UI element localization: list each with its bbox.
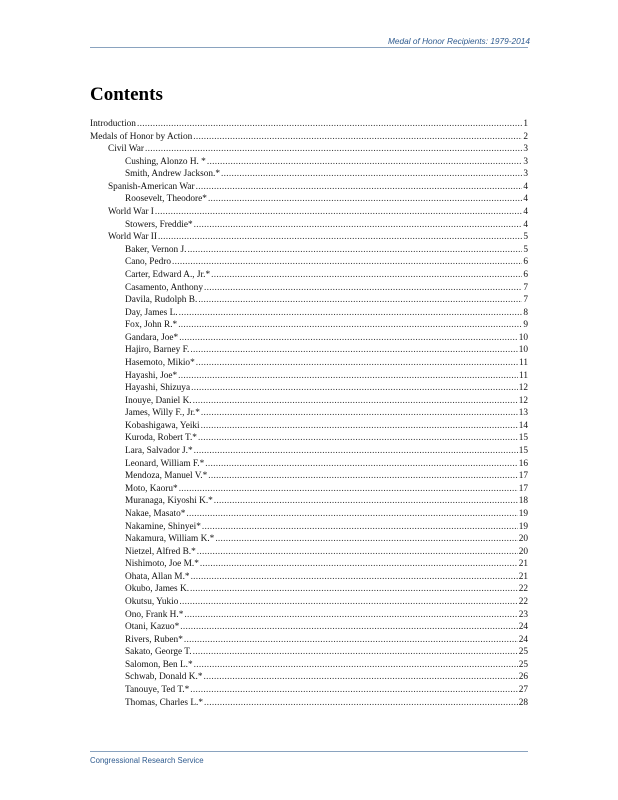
toc-entry-label: Schwab, Donald K.* — [125, 672, 203, 683]
toc-entry[interactable] — [90, 609, 528, 622]
toc-entry-label: Gandara, Joe* — [125, 332, 179, 343]
toc-entry[interactable] — [90, 206, 528, 219]
toc-entry-label: Nietzel, Alfred B.* — [125, 546, 196, 557]
toc-entry-page-number: 21 — [518, 559, 528, 570]
toc-entry-page-number: 15 — [518, 446, 528, 457]
toc-entry-page-number: 24 — [518, 634, 528, 645]
toc-entry-page-number: 22 — [518, 596, 528, 607]
toc-entry-page-number: 13 — [518, 408, 528, 419]
toc-entry-label: Civil War — [108, 144, 145, 155]
toc-entry-page-number: 5 — [523, 244, 528, 255]
dot-leader — [196, 181, 523, 194]
toc-entry-page-number: 23 — [518, 609, 528, 620]
dot-leader — [201, 420, 518, 433]
dot-leader — [191, 571, 518, 584]
toc-entry-page-number: 4 — [523, 219, 528, 230]
toc-entry-page-number: 18 — [518, 496, 528, 507]
toc-entry[interactable] — [90, 269, 528, 282]
dot-leader — [203, 671, 517, 684]
toc-entry-label: Okubo, James K. — [125, 584, 190, 595]
toc-entry[interactable] — [90, 319, 528, 332]
toc-entry[interactable] — [90, 458, 528, 471]
toc-entry[interactable] — [90, 131, 528, 144]
toc-entry[interactable] — [90, 432, 528, 445]
dot-leader — [208, 470, 517, 483]
toc-entry-label: Smith, Andrew Jackson.* — [125, 169, 221, 180]
toc-entry-page-number: 11 — [519, 370, 528, 381]
toc-entry[interactable] — [90, 571, 528, 584]
toc-entry[interactable] — [90, 244, 528, 257]
toc-entry[interactable] — [90, 168, 528, 181]
toc-entry-page-number: 20 — [518, 546, 528, 557]
toc-entry[interactable] — [90, 495, 528, 508]
dot-leader — [193, 646, 518, 659]
dot-leader — [191, 382, 518, 395]
dot-leader — [179, 596, 517, 609]
dot-leader — [197, 546, 518, 559]
toc-entry-label: Baker, Vernon J. — [125, 244, 187, 255]
toc-entry[interactable] — [90, 445, 528, 458]
footer-divider — [90, 751, 528, 752]
toc-entry[interactable] — [90, 370, 528, 383]
page-title: Contents — [90, 84, 163, 105]
toc-entry[interactable] — [90, 294, 528, 307]
toc-entry-label: Lara, Salvador J.* — [125, 446, 193, 457]
toc-entry[interactable] — [90, 382, 528, 395]
footer-text: Congressional Research Service — [90, 756, 204, 765]
toc-entry[interactable] — [90, 332, 528, 345]
dot-leader — [215, 533, 517, 546]
toc-entry-page-number: 17 — [518, 483, 528, 494]
toc-entry-page-number: 28 — [518, 697, 528, 708]
toc-entry-page-number: 3 — [523, 144, 528, 155]
toc-entry[interactable] — [90, 420, 528, 433]
toc-entry[interactable] — [90, 344, 528, 357]
toc-entry-page-number: 25 — [518, 647, 528, 658]
dot-leader — [178, 370, 518, 383]
toc-entry-label: Hasemoto, Mikio* — [125, 357, 195, 368]
toc-entry-label: Thomas, Charles L.* — [125, 697, 203, 708]
toc-entry-label: Ohata, Allan M.* — [125, 571, 190, 582]
toc-entry-label: Spanish-American War — [108, 181, 195, 192]
toc-entry[interactable] — [90, 508, 528, 521]
dot-leader — [193, 131, 522, 144]
table-of-contents — [90, 118, 528, 709]
toc-entry[interactable] — [90, 684, 528, 697]
toc-entry[interactable] — [90, 156, 528, 169]
toc-entry[interactable] — [90, 231, 528, 244]
toc-entry-page-number: 17 — [518, 471, 528, 482]
toc-entry[interactable] — [90, 357, 528, 370]
toc-entry[interactable] — [90, 256, 528, 269]
toc-entry[interactable] — [90, 282, 528, 295]
dot-leader — [137, 118, 522, 131]
toc-entry-page-number: 22 — [518, 584, 528, 595]
toc-entry-page-number: 27 — [518, 685, 528, 696]
toc-entry-label: Salomon, Ben L.* — [125, 659, 193, 670]
toc-entry-label: World War II — [108, 232, 157, 243]
toc-entry-page-number: 6 — [523, 257, 528, 268]
toc-entry-page-number: 4 — [523, 181, 528, 192]
toc-entry[interactable] — [90, 483, 528, 496]
toc-entry-page-number: 3 — [523, 156, 528, 167]
toc-entry-page-number: 8 — [523, 307, 528, 318]
dot-leader — [193, 395, 518, 408]
toc-entry[interactable] — [90, 533, 528, 546]
toc-entry[interactable] — [90, 407, 528, 420]
toc-entry-label: Tanouye, Ted T.* — [125, 685, 190, 696]
toc-entry-label: Davila, Rudolph B. — [125, 295, 198, 306]
dot-leader — [179, 307, 523, 320]
dot-leader — [172, 256, 522, 269]
dot-leader — [187, 244, 522, 257]
dot-leader — [201, 407, 518, 420]
dot-leader — [208, 193, 522, 206]
dot-leader — [180, 621, 517, 634]
toc-entry-page-number: 6 — [523, 269, 528, 280]
toc-entry-page-number: 11 — [519, 357, 528, 368]
toc-entry-label: Casamento, Anthony — [125, 282, 203, 293]
toc-entry-label: Otani, Kazuo* — [125, 622, 180, 633]
toc-entry-label: Carter, Edward A., Jr.* — [125, 269, 211, 280]
toc-entry-label: Cushing, Alonzo H. * — [125, 156, 206, 167]
dot-leader — [194, 445, 518, 458]
toc-entry-page-number: 7 — [523, 282, 528, 293]
toc-entry-label: Nakamine, Shinyei* — [125, 521, 201, 532]
toc-entry-label: Mendoza, Manuel V.* — [125, 471, 208, 482]
toc-entry[interactable] — [90, 546, 528, 559]
toc-entry-page-number: 1 — [523, 119, 528, 129]
toc-entry[interactable] — [90, 143, 528, 156]
toc-entry[interactable] — [90, 219, 528, 232]
toc-entry-label: Fox, John R.* — [125, 320, 178, 331]
toc-entry-page-number: 5 — [523, 232, 528, 243]
toc-entry[interactable] — [90, 634, 528, 647]
toc-entry-page-number: 14 — [518, 420, 528, 431]
toc-entry-page-number: 10 — [518, 332, 528, 343]
toc-entry-page-number: 10 — [518, 345, 528, 356]
toc-entry-label: Sakato, George T. — [125, 647, 192, 658]
toc-entry-page-number: 25 — [518, 659, 528, 670]
dot-leader — [200, 558, 518, 571]
dot-leader — [186, 508, 517, 521]
toc-entry-label: Okutsu, Yukio — [125, 596, 179, 607]
toc-entry-label: Hayashi, Joe* — [125, 370, 178, 381]
dot-leader — [145, 143, 522, 156]
dot-leader — [178, 319, 522, 332]
toc-entry[interactable] — [90, 671, 528, 684]
toc-entry-label: Moto, Kaoru* — [125, 483, 178, 494]
dot-leader — [198, 294, 522, 307]
toc-entry[interactable] — [90, 395, 528, 408]
dot-leader — [184, 634, 518, 647]
toc-entry-label: Leonard, William F.* — [125, 458, 205, 469]
toc-entry-label: Kuroda, Robert T.* — [125, 433, 197, 444]
toc-entry-label: James, Willy F., Jr.* — [125, 408, 200, 419]
toc-entry-label: World War I — [108, 207, 154, 218]
toc-entry-page-number: 20 — [518, 534, 528, 545]
toc-entry[interactable] — [90, 558, 528, 571]
toc-entry[interactable] — [90, 181, 528, 194]
dot-leader — [196, 357, 518, 370]
toc-entry[interactable] — [90, 659, 528, 672]
dot-leader — [158, 231, 522, 244]
dot-leader — [214, 495, 518, 508]
toc-entry-label: Day, James L. — [125, 307, 178, 318]
dot-leader — [190, 344, 517, 357]
dot-leader — [179, 483, 518, 496]
dot-leader — [204, 697, 518, 710]
dot-leader — [221, 168, 522, 181]
toc-entry[interactable] — [90, 646, 528, 659]
dot-leader — [198, 432, 518, 445]
dot-leader — [190, 583, 518, 596]
toc-entry[interactable] — [90, 521, 528, 534]
dot-leader — [179, 332, 518, 345]
toc-entry-page-number: 26 — [518, 672, 528, 683]
header-divider — [90, 47, 528, 48]
dot-leader — [202, 521, 518, 534]
toc-entry-page-number: 7 — [523, 295, 528, 306]
toc-entry-page-number: 12 — [518, 395, 528, 406]
dot-leader — [211, 269, 522, 282]
toc-entry-label: Inouye, Daniel K. — [125, 395, 192, 406]
toc-entry-label: Hajiro, Barney F. — [125, 345, 190, 356]
dot-leader — [204, 282, 522, 295]
toc-entry[interactable] — [90, 118, 528, 131]
toc-entry-page-number: 15 — [518, 433, 528, 444]
toc-entry-label: Muranaga, Kiyoshi K.* — [125, 496, 213, 507]
toc-entry-page-number: 4 — [523, 207, 528, 218]
toc-entry-label: Nishimoto, Joe M.* — [125, 559, 199, 570]
toc-entry-label: Rivers, Ruben* — [125, 634, 183, 645]
dot-leader — [184, 609, 517, 622]
toc-entry[interactable] — [90, 583, 528, 596]
toc-entry-page-number: 19 — [518, 521, 528, 532]
toc-entry-page-number: 16 — [518, 458, 528, 469]
toc-entry-page-number: 12 — [518, 383, 528, 394]
dot-leader — [190, 684, 517, 697]
toc-entry-label: Nakae, Masato* — [125, 508, 186, 519]
toc-entry-page-number: 3 — [523, 169, 528, 180]
toc-entry-label: Nakamura, William K.* — [125, 534, 215, 545]
toc-entry-page-number: 21 — [518, 571, 528, 582]
toc-entry-page-number: 4 — [523, 194, 528, 205]
toc-entry-page-number: 24 — [518, 622, 528, 633]
dot-leader — [194, 219, 523, 232]
toc-entry-label: Kobashigawa, Yeiki — [125, 420, 200, 431]
toc-entry[interactable] — [90, 621, 528, 634]
toc-entry[interactable] — [90, 596, 528, 609]
toc-entry-page-number: 9 — [523, 320, 528, 331]
dot-leader — [207, 156, 523, 169]
dot-leader — [205, 458, 517, 471]
running-header: Medal of Honor Recipients: 1979-2014 — [387, 36, 530, 46]
toc-entry-page-number: 19 — [518, 508, 528, 519]
toc-entry-label: Ono, Frank H.* — [125, 609, 184, 620]
toc-entry[interactable] — [90, 307, 528, 320]
toc-entry[interactable] — [90, 193, 528, 206]
toc-entry-label: Cano, Pedro — [125, 257, 171, 268]
toc-entry-label: Roosevelt, Theodore* — [125, 194, 207, 205]
toc-entry-label: Medals of Honor by Action — [90, 131, 193, 142]
toc-entry[interactable] — [90, 697, 528, 710]
dot-leader — [155, 206, 523, 219]
dot-leader — [194, 659, 518, 672]
toc-entry-page-number: 2 — [523, 131, 528, 142]
toc-entry[interactable] — [90, 470, 528, 483]
toc-entry-label: Stowers, Freddie* — [125, 219, 193, 230]
toc-entry-label: Introduction — [90, 119, 136, 129]
toc-entry-label: Hayashi, Shizuya — [125, 383, 191, 394]
